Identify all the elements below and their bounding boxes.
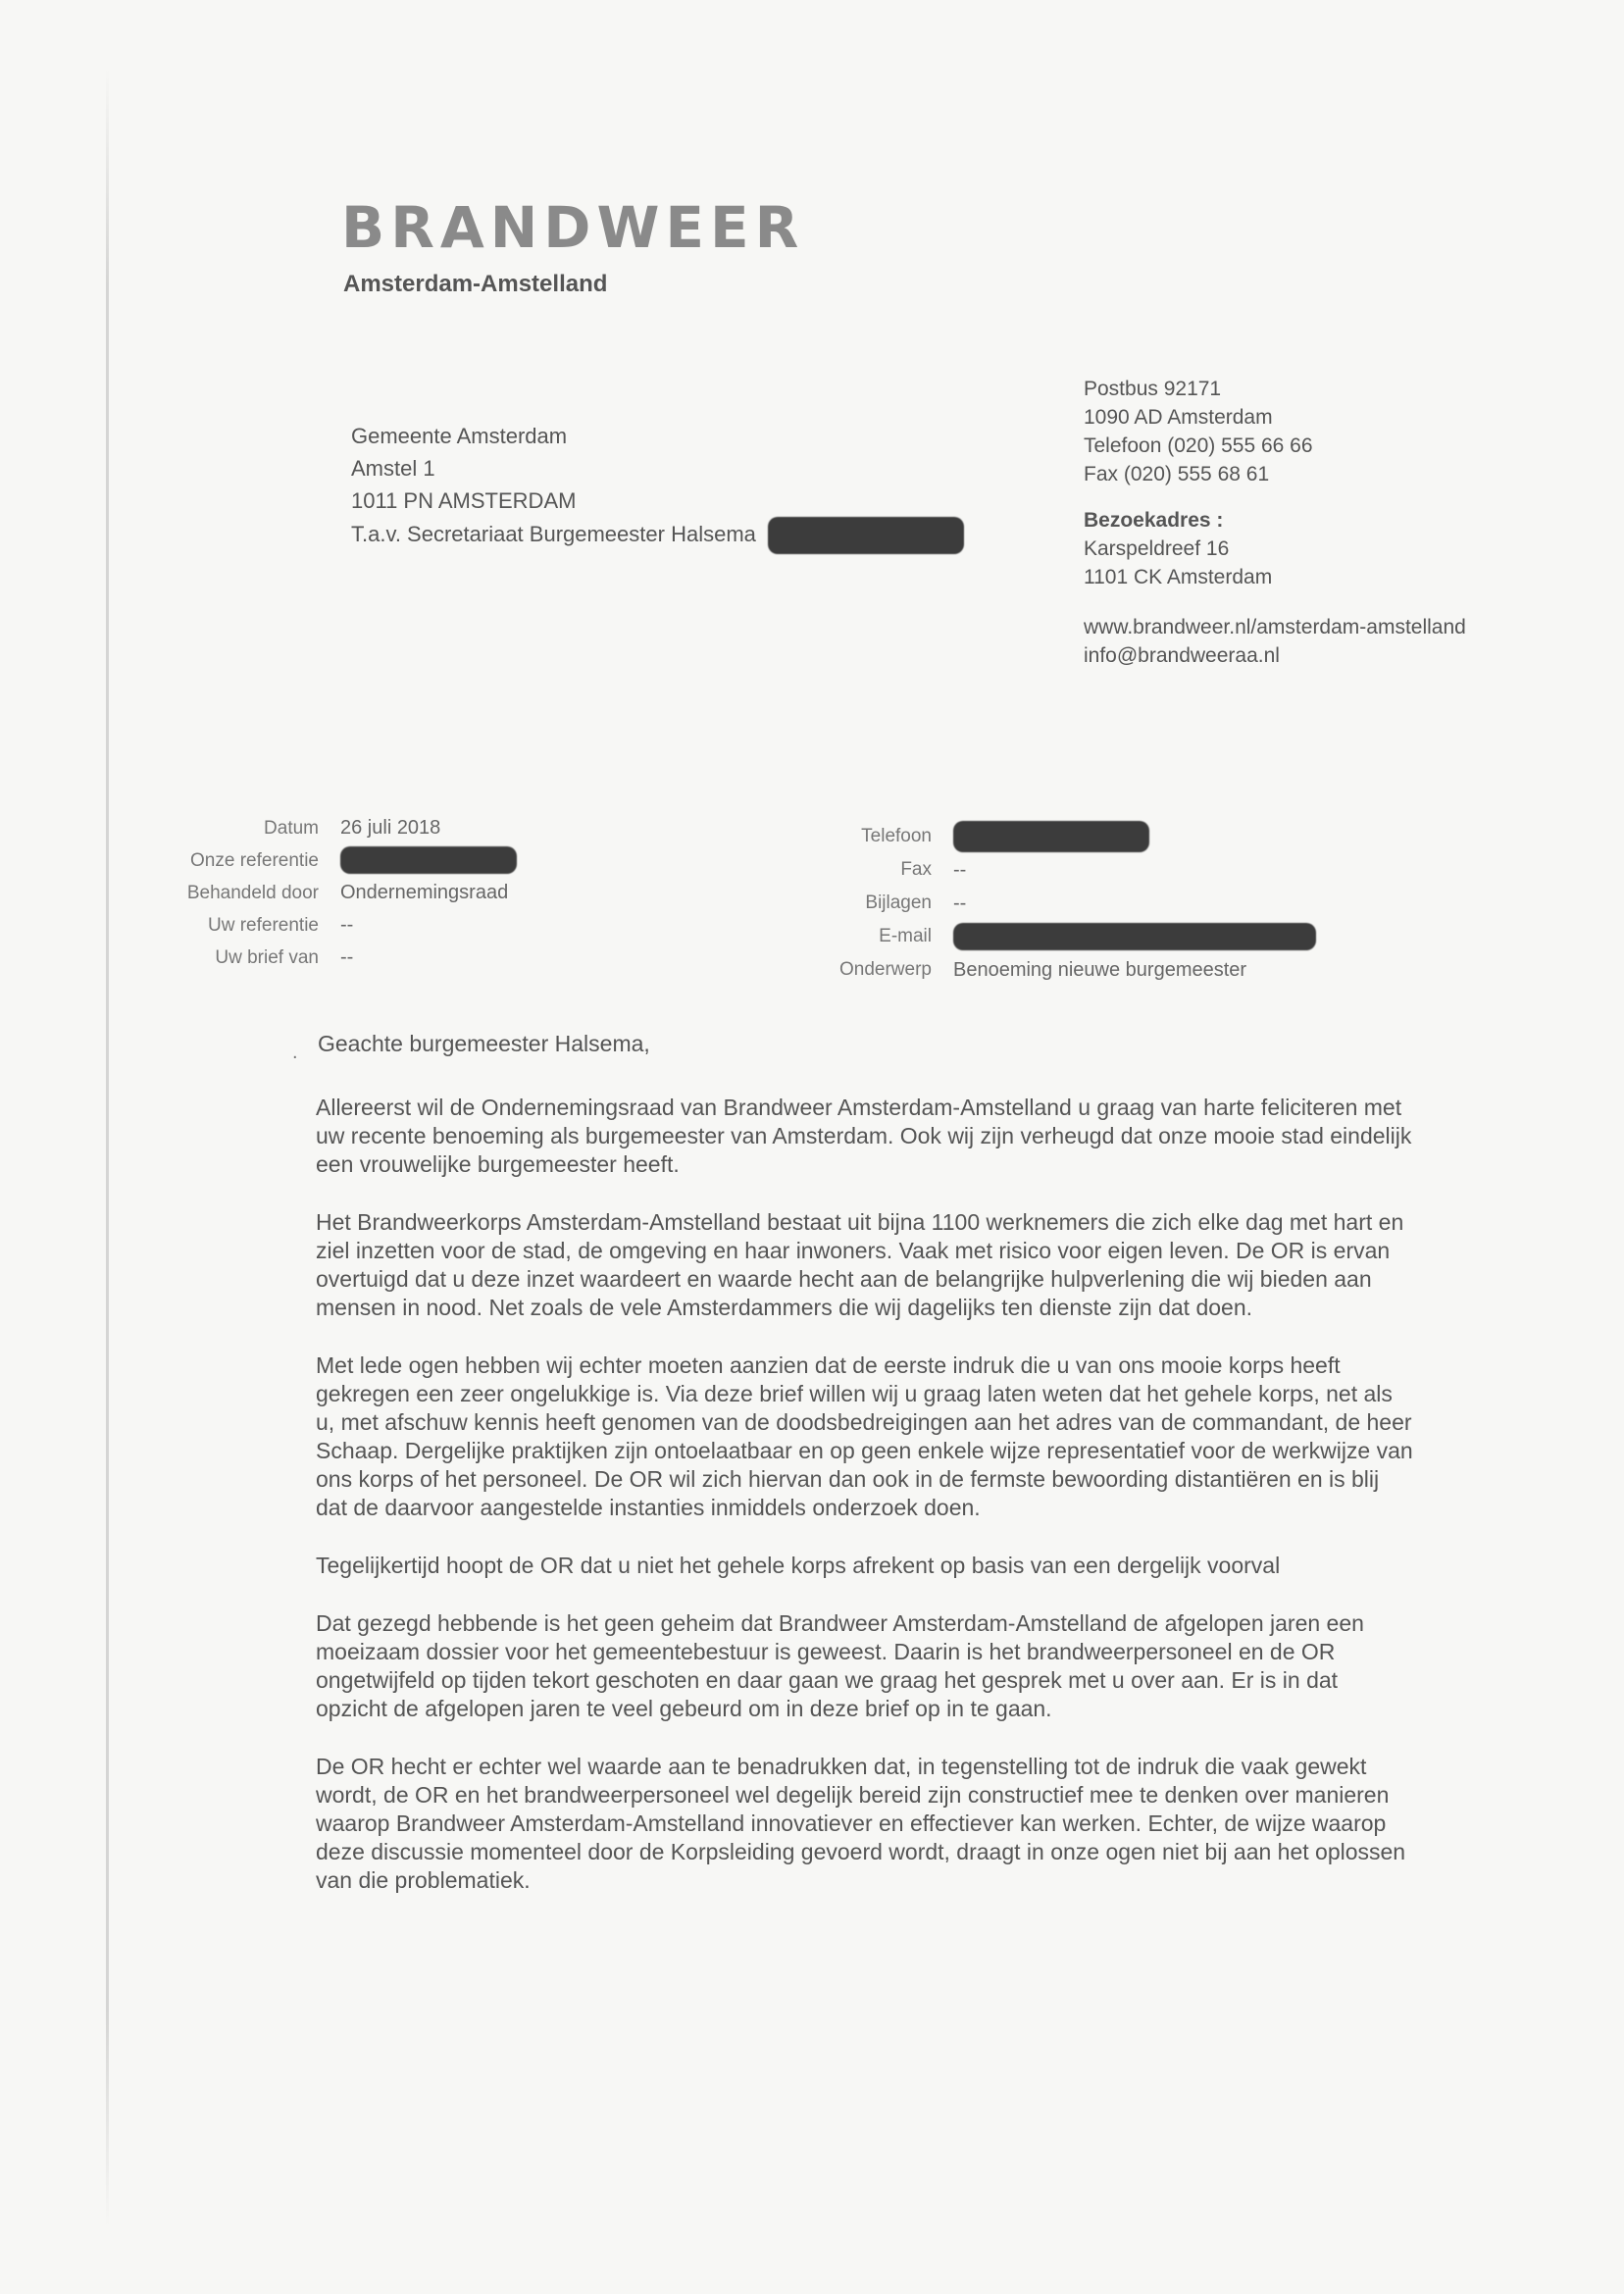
page-edge-shadow bbox=[106, 69, 109, 2226]
meta-label: Datum bbox=[264, 818, 319, 839]
redaction-block bbox=[340, 846, 517, 874]
sender-postbus: Postbus 92171 bbox=[1084, 378, 1222, 400]
meta-label: Onderwerp bbox=[839, 959, 932, 980]
meta-label: Onze referentie bbox=[190, 850, 319, 871]
meta-label: Bijlagen bbox=[865, 892, 932, 913]
recipient-line: Gemeente Amsterdam bbox=[351, 424, 568, 448]
meta-row-uw-referentie bbox=[118, 909, 517, 942]
meta-row-datum bbox=[118, 812, 517, 844]
recipient-address bbox=[351, 420, 964, 554]
sender-email-link[interactable]: info@brandweeraa.nl bbox=[1084, 644, 1280, 667]
recipient-attention-line bbox=[351, 517, 964, 554]
redaction-block bbox=[953, 923, 1316, 950]
body-paragraph: Het Brandweerkorps Amsterdam-Amstelland bestaat uit bijna 1100 werknemers die zich elke dag met hart en ziel inzetten voor de stad, de omgeving en haar inwoners. Vaak met risico voor eigen leven. De OR is ervan overtuigd dat u deze inzet waardeert en waarde hecht aan de belangrijke hulpverlening die wij bieden aan mensen in nood. Net zoals de vele Amsterdammers die wij dagelijks ten dienste zijn dat doen. bbox=[316, 1209, 1404, 1320]
meta-row-onze-referentie bbox=[118, 844, 517, 877]
meta-label: Behandeld door bbox=[186, 883, 319, 903]
sender-address bbox=[1084, 375, 1466, 670]
meta-label: Uw referentie bbox=[208, 915, 319, 936]
body-paragraph: Dat gezegd hebbende is het geen geheim dat Brandweer Amsterdam-Amstelland de afgelopen jaren een moeizaam dossier voor het gemeentebestuur is geweest. Daarin is het brandweerpersoneel en de OR ongetwijfeld op tijden tekort geschoten en daar gaan we graag het gesprek met u over aan. Er is in dat opzicht de afgelopen jaren te veel gebeurd om in deze brief op in te gaan. bbox=[316, 1610, 1364, 1721]
meta-value-subject: Benoeming nieuwe burgemeester bbox=[953, 959, 1247, 981]
meta-label: Fax bbox=[900, 859, 932, 880]
letter-meta-left bbox=[118, 812, 517, 974]
sender-visit-label: Bezoekadres : bbox=[1084, 509, 1224, 532]
meta-value: -- bbox=[953, 892, 967, 914]
letterhead-title: BRANDWEER bbox=[341, 194, 805, 261]
sender-website-link[interactable]: www.brandweer.nl/amsterdam-amstelland bbox=[1084, 616, 1466, 638]
meta-row-behandeld-door bbox=[118, 877, 517, 909]
meta-row-telefoon bbox=[775, 820, 1316, 853]
body-paragraph: Allereerst wil de Ondernemingsraad van Brandweer Amsterdam-Amstelland u graag van harte feliciteren met uw recente benoeming als burgemeester van Amsterdam. Ook wij zijn verheugd dat onze mooie stad eindelijk een vrouwelijke burgemeester heeft. bbox=[316, 1095, 1412, 1177]
redaction-block bbox=[953, 821, 1149, 852]
meta-label: Telefoon bbox=[861, 826, 932, 846]
body-paragraph: De OR hecht er echter wel waarde aan te benadrukken dat, in tegenstelling tot de indruk die vaak gewekt wordt, de OR en het brandweerpersoneel wel degelijk bereid zijn constructief mee te denken over manieren waarop Brandweer Amsterdam-Amstelland innovatiever en effectiever kan werken. Echter, de wijze waarop deze discussie momenteel door de Korpsleiding gevoerd wordt, draagt in onze ogen niet bij aan het oplossen van die problematiek. bbox=[316, 1754, 1406, 1893]
salutation: Geachte burgemeester Halsema, bbox=[318, 1031, 650, 1056]
sender-city: 1101 CK Amsterdam bbox=[1084, 566, 1273, 588]
meta-value: -- bbox=[953, 859, 967, 881]
meta-row-onderwerp bbox=[775, 953, 1316, 987]
meta-value: 26 juli 2018 bbox=[340, 817, 441, 839]
meta-row-fax bbox=[775, 853, 1316, 887]
recipient-line: 1011 PN AMSTERDAM bbox=[351, 488, 577, 513]
recipient-line: T.a.v. Secretariaat Burgemeester Halsema bbox=[351, 521, 756, 546]
recipient-line: Amstel 1 bbox=[351, 456, 435, 481]
sender-street: Karspeldreef 16 bbox=[1084, 537, 1230, 560]
meta-value: Ondernemingsraad bbox=[340, 882, 509, 903]
letter-body bbox=[316, 1030, 1414, 1924]
redaction-block bbox=[768, 517, 964, 554]
body-paragraph: Tegelijkertijd hoopt de OR dat u niet het gehele korps afrekent op basis van een dergelijk voorval bbox=[316, 1553, 1281, 1578]
body-paragraph: Met lede ogen hebben wij echter moeten aanzien dat de eerste indruk die u van ons mooie korps heeft gekregen een zeer ongelukkige is. Via deze brief willen wij u graag laten weten dat het gehele korps, net als u, met afschuw kennis heeft genomen van de doodsbedreigingen aan het adres van de commandant, de heer Schaap. Dergelijke praktijken zijn ontoelaatbaar en op geen enkele wijze representatief voor de werkwijze van ons korps of het personeel. De OR wil zich hiervan dan ook in de fermste bewoording distantiëren en is blij dat de daarvoor aangestelde instanties inmiddels onderzoek doen. bbox=[316, 1352, 1413, 1520]
meta-label: Uw brief van bbox=[215, 947, 319, 968]
meta-value: -- bbox=[340, 946, 354, 968]
letterhead-subtitle: Amsterdam-Amstelland bbox=[343, 271, 608, 297]
sender-telefoon: Telefoon (020) 555 66 66 bbox=[1084, 434, 1313, 457]
meta-value: -- bbox=[340, 914, 354, 936]
letter-meta-right bbox=[775, 820, 1316, 987]
meta-label: E-mail bbox=[879, 926, 932, 946]
margin-mark: . bbox=[292, 1042, 298, 1063]
meta-row-bijlagen bbox=[775, 887, 1316, 920]
meta-row-uw-brief-van bbox=[118, 942, 517, 974]
sender-postcode: 1090 AD Amsterdam bbox=[1084, 406, 1273, 429]
sender-fax: Fax (020) 555 68 61 bbox=[1084, 463, 1270, 485]
meta-row-email bbox=[775, 920, 1316, 953]
